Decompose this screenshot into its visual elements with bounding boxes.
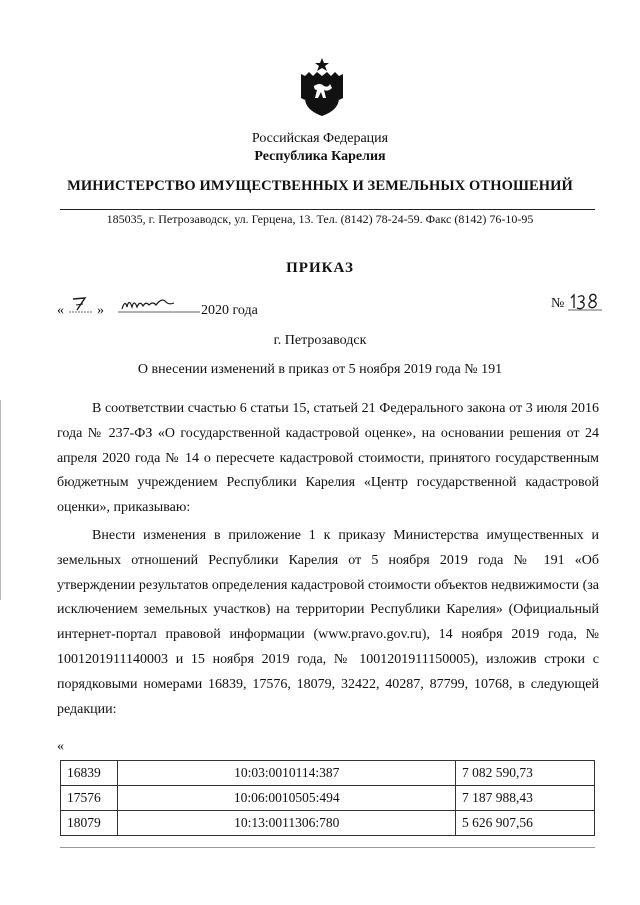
- table-row: [61, 761, 595, 786]
- cadastral-number: 10:03:0010114:387: [118, 761, 456, 786]
- number-handwritten: [568, 296, 602, 311]
- cadastral-number: 10:06:0010505:494: [118, 786, 456, 811]
- date-open-quote: «: [57, 303, 64, 318]
- karelia-coat-of-arms-icon: [299, 56, 345, 118]
- country-name: Российская Федерация: [251, 131, 389, 146]
- republic-name: Республика Карелия: [254, 149, 386, 164]
- ministry-address: 185035, г. Петрозаводск, ул. Герцена, 13. Тел. (8142) 78-24-59. Факс (8142) 76-10-95: [106, 212, 534, 226]
- date-year: 2020 года: [201, 303, 258, 318]
- order-subject: О внесении изменений в приказ от 5 ноября 2019 года № 191: [137, 362, 503, 377]
- table-row: [61, 786, 595, 811]
- scan-edge-mark: [0, 400, 1, 600]
- date-day-handwritten: [68, 294, 94, 319]
- cadastral-value-table: [60, 760, 595, 836]
- date-close-quote: »: [97, 303, 104, 318]
- number-label: №: [551, 296, 565, 311]
- table-bottom-line: [60, 847, 595, 848]
- cadastral-value: 7 187 988,43: [456, 786, 595, 811]
- row-number: 17576: [61, 786, 118, 811]
- cadastral-value: 5 626 907,56: [456, 811, 595, 836]
- ministry-name: МИНИСТЕРСТВО ИМУЩЕСТВЕННЫХ И ЗЕМЕЛЬНЫХ ОТНОШЕНИЙ: [67, 178, 573, 194]
- table-open-quote: «: [57, 739, 64, 754]
- date-month-handwritten: [118, 294, 200, 319]
- document-type-title: ПРИКАЗ: [286, 260, 354, 276]
- order-number: [551, 292, 602, 312]
- body-paragraph-2: Внести изменения в приложение 1 к приказу Министерства имущественных и земельных отношений Республики Карелия от 5 ноября 2019 года № 191 «Об утверждении результатов определения кадастровой стоимости объектов недвижимости (за исключением земельных участков) на территории Республики Карелия» (Официальный интернет-портал правовой информации (www.pravo.gov.ru), 14 ноября 2019 года, № 1001201911140003 и 15 ноября 2019 года, № 1001201911150005), изложив строки с порядковыми номерами 16839, 17576, 18079, 32422, 40287, 87799, 10768, в следующей редакции:: [57, 528, 599, 717]
- city: г. Петрозаводск: [273, 333, 367, 348]
- cadastral-value: 7 082 590,73: [456, 761, 595, 786]
- cadastral-number: 10:13:0011306:780: [118, 811, 456, 836]
- table-row: [61, 811, 595, 836]
- body-paragraph-1: В соответствии счастью 6 статьи 15, статьей 21 Федерального закона от 3 июля 2016 года № 237-ФЗ «О государственной кадастровой оценке», на основании решения от 24 апреля 2020 года № 14 о пересчете кадастровой стоимости, принятого государственным бюджетным учреждением Республики Карелия «Центр государственной кадастровой оценки», приказываю:: [57, 401, 599, 516]
- row-number: 16839: [61, 761, 118, 786]
- header-divider: [60, 209, 595, 210]
- order-date: [57, 294, 258, 319]
- row-number: 18079: [61, 811, 118, 836]
